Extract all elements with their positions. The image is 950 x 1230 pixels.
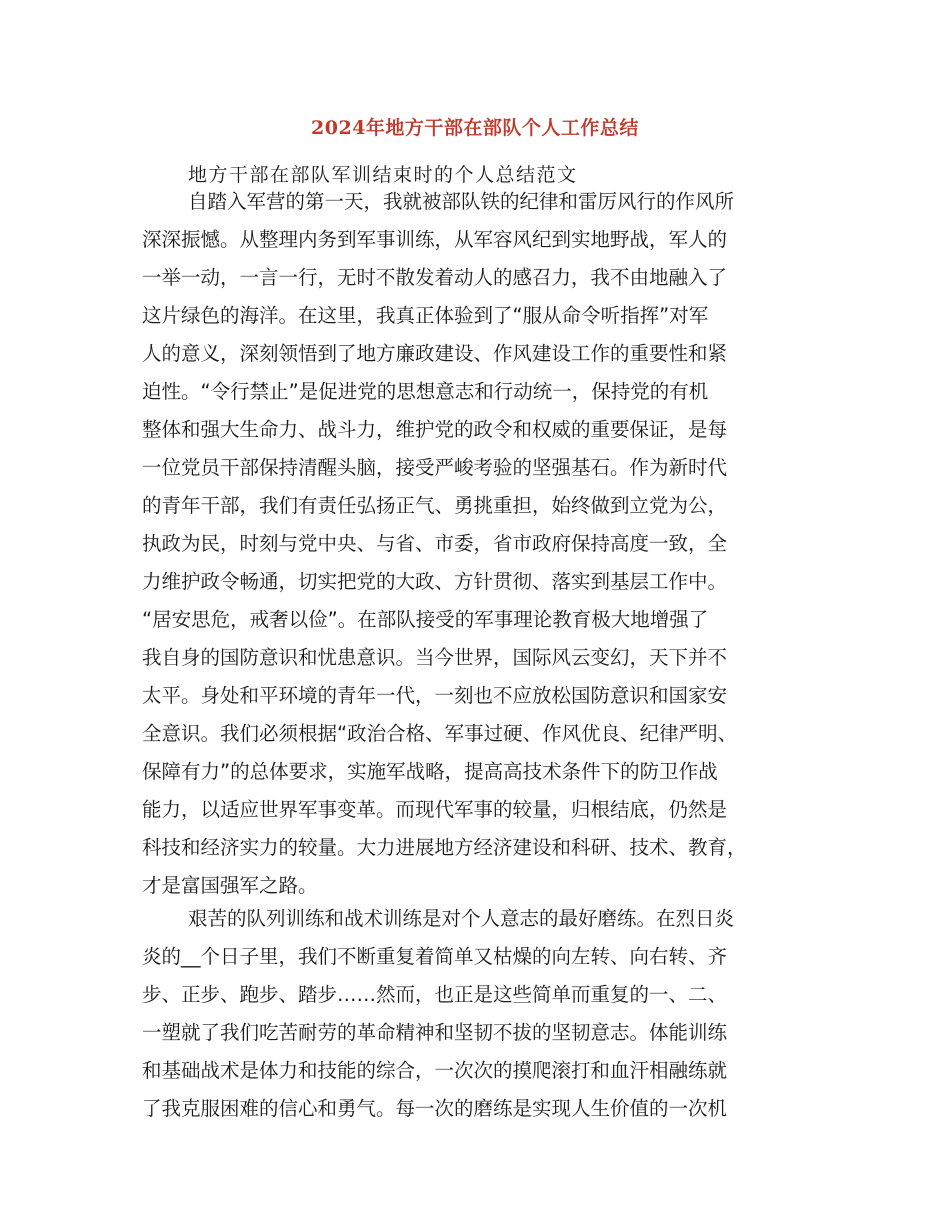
paragraph-line: 深深振憾。从整理内务到军事训练，从军容风纪到实地野战，军人的 <box>142 228 728 251</box>
paragraph-line: 一塑就了我们吃苦耐劳的革命精神和坚韧不拔的坚韧意志。体能训练 <box>142 1021 728 1044</box>
paragraph-line: 科技和经济实力的较量。大力进展地方经济建设和科研、技术、教育， <box>142 836 747 859</box>
paragraph-line: 的青年干部，我们有责任弘扬正气、勇挑重担，始终做到立党为公， <box>142 494 728 517</box>
paragraph-line: 了我克服困难的信心和勇气。每一次的磨练是实现人生价值的一次机 <box>142 1097 728 1120</box>
paragraph-line: 这片绿色的海洋。在这里，我真正体验到了“服从命令听指挥”对军 <box>142 304 709 327</box>
document-title: 2024年地方干部在部队个人工作总结 <box>311 117 639 139</box>
paragraph-line: 全意识。我们必须根据“政治合格、军事过硬、作风优良、纪律严明、 <box>142 722 738 745</box>
paragraph-line: 保障有力”的总体要求，实施军战略，提高高技术条件下的防卫作战 <box>142 760 718 783</box>
paragraph-line: 和基础战术是体力和技能的综合，一次次的摸爬滚打和血汗相融练就 <box>142 1059 728 1082</box>
paragraph-line: 艰苦的队列训练和战术训练是对个人意志的最好磨练。在烈日炎 <box>188 907 735 930</box>
paragraph-line: 人的意义，深刻领悟到了地方廉政建设、作风建设工作的重要性和紧 <box>142 342 728 365</box>
paragraph-line: 整体和强大生命力、战斗力，维护党的政令和权威的重要保证，是每 <box>142 418 728 441</box>
paragraph-line: 一举一动，一言一行，无时不散发着动人的感召力，我不由地融入了 <box>142 266 728 289</box>
paragraph-line: 能力，以适应世界军事变革。而现代军事的较量，归根结底，仍然是 <box>142 798 728 821</box>
paragraph-line: 太平。身处和平环境的青年一代，一刻也不应放松国防意识和国家安 <box>142 684 728 707</box>
paragraph-line: 我自身的国防意识和忧患意识。当今世界，国际风云变幻，天下并不 <box>142 646 728 669</box>
paragraph-line: 力维护政令畅通，切实把党的大政、方针贯彻、落实到基层工作中。 <box>142 570 728 593</box>
paragraph-line: “居安思危，戒奢以俭”。在部队接受的军事理论教育极大地增强了 <box>142 608 709 631</box>
paragraph-line: 炎的__个日子里，我们不断重复着简单又枯燥的向左转、向右转、齐 <box>142 945 728 968</box>
paragraph-line: 步、正步、跑步、踏步……然而，也正是这些简单而重复的一、二、 <box>142 983 728 1006</box>
paragraph-1 <box>142 183 810 905</box>
paragraph-line: 迫性。“令行禁止”是促进党的思想意志和行动统一，保持党的有机 <box>142 380 709 403</box>
document-subtitle: 地方干部在部队军训结束时的个人总结范文 <box>188 164 578 186</box>
paragraph-2 <box>142 900 810 1128</box>
paragraph-line: 执政为民，时刻与党中央、与省、市委，省市政府保持高度一致，全 <box>142 532 728 555</box>
paragraph-line: 自踏入军营的第一天，我就被部队铁的纪律和雷厉风行的作风所 <box>188 190 735 213</box>
paragraph-line: 一位党员干部保持清醒头脑，接受严峻考验的坚强基石。作为新时代 <box>142 456 728 479</box>
paragraph-line: 才是富国强军之路。 <box>142 874 318 897</box>
